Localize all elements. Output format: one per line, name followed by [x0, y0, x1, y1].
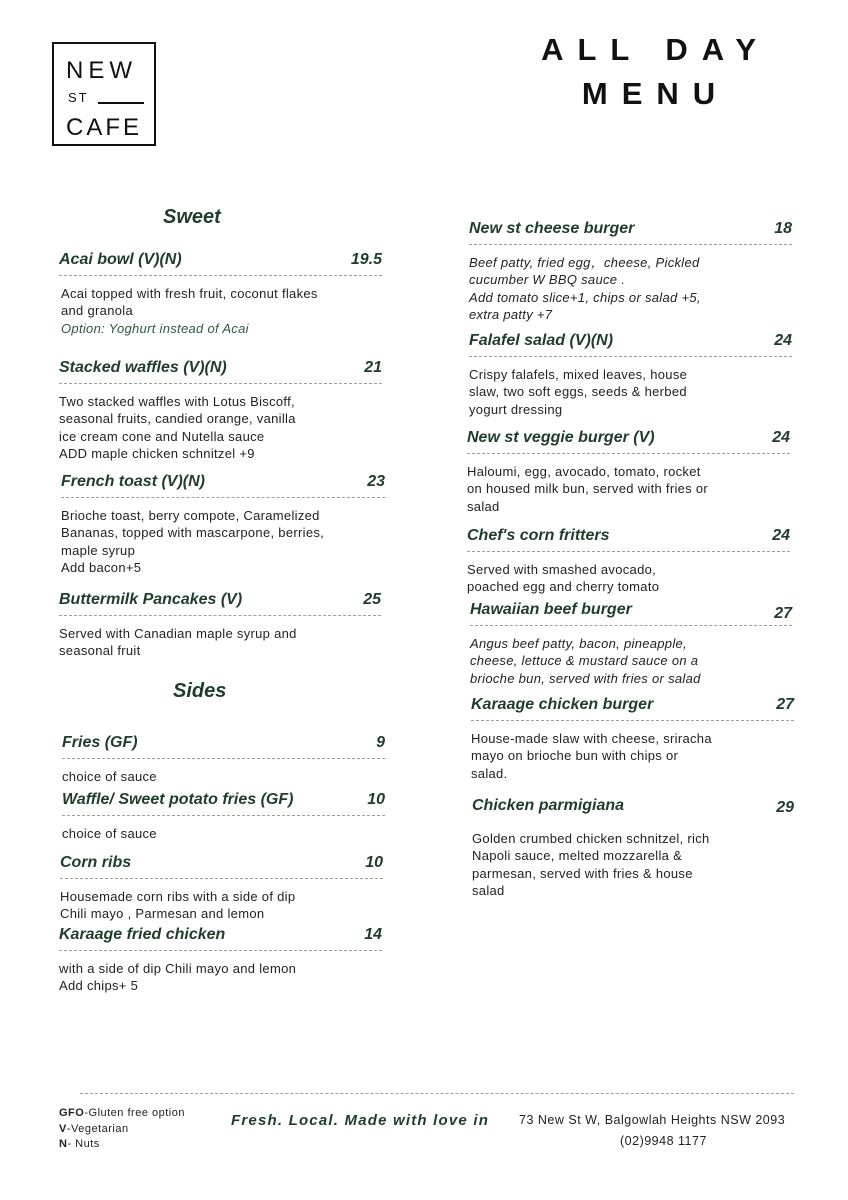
item-name: French toast (V)(N) — [61, 473, 205, 490]
description-line: slaw, two soft eggs, seeds & herbed — [469, 384, 687, 400]
menu-item-corn-ribs — [60, 854, 383, 923]
description-line: Haloumi, egg, avocado, tomato, rocket — [467, 464, 701, 479]
item-description — [472, 830, 794, 900]
menu-item-sweet-potato-fries — [62, 791, 385, 842]
item-description — [471, 730, 794, 782]
item-description — [61, 285, 382, 320]
item-description — [59, 960, 382, 995]
description-line: seasonal fruit — [59, 643, 141, 659]
legend-text: -Gluten free option — [84, 1107, 185, 1119]
description-line: cheese, lettuce & mustard sauce on a — [470, 653, 699, 669]
item-name: Acai bowl (V)(N) — [59, 251, 182, 268]
item-price: 21 — [364, 359, 382, 376]
item-price: 24 — [772, 429, 790, 446]
legend-n — [59, 1137, 185, 1153]
tagline: Fresh. Local. Made with love in — [231, 1112, 490, 1129]
item-divider — [59, 950, 382, 951]
dietary-legend — [59, 1106, 185, 1153]
item-name: Waffle/ Sweet potato fries (GF) — [62, 791, 294, 808]
cafe-logo — [52, 42, 156, 146]
description-line: House-made slaw with cheese, sriracha — [471, 731, 712, 746]
section-sweet: Sweet — [163, 206, 221, 228]
item-price: 19.5 — [350, 251, 382, 268]
menu-item-acai-bowl — [59, 251, 382, 337]
item-name: New st veggie burger (V) — [467, 429, 655, 446]
item-price: 14 — [364, 926, 382, 943]
logo-line-cafe: CAFE — [66, 114, 143, 141]
menu-item-karaage-chicken-burger — [471, 696, 794, 782]
item-description — [62, 825, 385, 842]
legend-code: V — [59, 1122, 67, 1135]
item-name: Falafel salad (V)(N) — [469, 332, 614, 349]
description-line: ice cream cone and Nutella sauce — [59, 428, 265, 444]
description-line: poached egg and cherry tomato — [467, 579, 660, 595]
item-divider — [59, 615, 381, 616]
description-line: Beef patty, fried egg，cheese, Pickled — [469, 255, 700, 270]
item-divider — [61, 497, 385, 498]
menu-item-hawaiian-beef-burger — [470, 601, 792, 687]
item-price: 27 — [774, 605, 792, 622]
description-line: Chili mayo , Parmesan and lemon — [60, 906, 265, 922]
description-line: choice of sauce — [62, 769, 157, 784]
menu-title-line1: ALL DAY — [541, 32, 770, 67]
description-line: and granola — [61, 303, 133, 319]
description-line: Add tomato slice+1, chips or salad +5, — [469, 289, 701, 305]
item-divider — [469, 356, 792, 357]
item-divider — [467, 551, 790, 552]
item-name: Chef's corn fritters — [467, 527, 610, 544]
item-price: 9 — [376, 734, 385, 751]
description-line: on housed milk bun, served with fries or — [467, 481, 709, 497]
item-price: 24 — [774, 332, 792, 349]
menu-item-stacked-waffles — [59, 359, 382, 463]
logo-line-new: NEW — [66, 57, 137, 84]
item-name: Corn ribs — [60, 854, 132, 871]
item-name: Stacked waffles (V)(N) — [59, 359, 227, 376]
description-line: Golden crumbed chicken schnitzel, rich — [472, 831, 710, 846]
footer-divider — [80, 1093, 794, 1094]
description-line: yogurt dressing — [469, 401, 563, 417]
menu-item-corn-fritters — [467, 527, 790, 596]
item-description — [469, 254, 792, 324]
item-price: 10 — [367, 791, 385, 808]
item-option: Option: Yoghurt instead of Acai — [61, 320, 249, 336]
section-sides: Sides — [173, 680, 227, 702]
menu-item-chicken-parmigiana — [472, 797, 794, 900]
item-divider — [470, 625, 792, 626]
description-line: Two stacked waffles with Lotus Biscoff, — [59, 394, 295, 409]
description-line: brioche bun, served with fries or salad — [470, 670, 701, 686]
item-divider — [471, 720, 794, 721]
item-description — [59, 625, 381, 660]
description-line: maple syrup — [61, 542, 136, 558]
item-price: 18 — [774, 220, 792, 237]
menu-title — [541, 28, 770, 116]
item-price: 29 — [776, 799, 794, 816]
description-line: extra patty +7 — [469, 307, 553, 323]
item-divider — [60, 878, 383, 879]
description-line: Angus beef patty, bacon, pineapple, — [470, 636, 687, 651]
menu-item-falafel-salad — [469, 332, 792, 418]
description-line: Add bacon+5 — [61, 560, 142, 576]
item-price: 27 — [776, 696, 794, 713]
description-line: mayo on brioche bun with chips or — [471, 748, 679, 764]
description-line: Served with Canadian maple syrup and — [59, 626, 297, 641]
description-line: Brioche toast, berry compote, Caramelized — [61, 508, 320, 523]
item-name: Hawaiian beef burger — [470, 601, 632, 618]
description-line: salad. — [471, 765, 508, 781]
menu-item-fries — [62, 734, 385, 785]
item-name: Karaage fried chicken — [59, 926, 226, 943]
description-line: ADD maple chicken schnitzel +9 — [59, 446, 255, 462]
item-description — [470, 635, 792, 687]
logo-line-st: ST — [68, 90, 89, 105]
description-line: Housemade corn ribs with a side of dip — [60, 889, 296, 904]
menu-item-veggie-burger — [467, 429, 790, 515]
menu-title-line2: MENU — [581, 76, 730, 111]
item-divider — [59, 275, 382, 276]
menu-item-buttermilk-pancakes — [59, 591, 381, 660]
description-line: Served with smashed avocado, — [467, 562, 657, 577]
description-line: Napoli sauce, melted mozzarella & — [472, 848, 683, 864]
menu-item-french-toast — [61, 473, 385, 577]
item-description — [60, 888, 383, 923]
item-name: Chicken parmigiana — [472, 797, 625, 814]
item-divider — [62, 758, 385, 759]
description-line: cucumber W BBQ sauce . — [469, 272, 626, 288]
description-line: salad — [467, 498, 500, 514]
legend-code: N — [59, 1138, 68, 1150]
item-name: New st cheese burger — [469, 220, 635, 237]
item-description — [467, 463, 790, 515]
item-price: 10 — [365, 854, 383, 871]
item-description — [61, 507, 385, 577]
description-line: Add chips+ 5 — [59, 978, 139, 994]
description-line: Acai topped with fresh fruit, coconut flakes — [61, 286, 318, 301]
address: 73 New St W, Balgowlah Heights NSW 2093 — [519, 1113, 786, 1127]
item-description — [469, 366, 792, 418]
item-price: 23 — [367, 473, 385, 490]
item-divider — [62, 815, 385, 816]
item-divider — [59, 383, 382, 384]
item-description — [467, 561, 790, 596]
description-line: with a side of dip Chili mayo and lemon — [59, 961, 297, 976]
description-line: Crispy falafels, mixed leaves, house — [469, 367, 688, 382]
item-description — [59, 393, 382, 463]
legend-v — [59, 1122, 185, 1138]
description-line: salad — [472, 883, 505, 899]
menu-item-cheese-burger — [469, 220, 792, 324]
legend-gfo — [59, 1106, 185, 1122]
description-line: Bananas, topped with mascarpone, berries, — [61, 525, 325, 541]
menu-item-karaage-fried-chicken — [59, 926, 382, 995]
item-description — [62, 768, 385, 785]
item-name: Fries (GF) — [62, 734, 138, 751]
item-name: Buttermilk Pancakes (V) — [59, 591, 243, 608]
item-name: Karaage chicken burger — [471, 696, 654, 713]
legend-text: -Vegetarian — [66, 1122, 129, 1135]
item-divider — [467, 453, 790, 454]
item-divider — [469, 244, 792, 245]
description-line: parmesan, served with fries & house — [472, 865, 693, 881]
item-price: 24 — [772, 527, 790, 544]
legend-code: GFO — [59, 1107, 85, 1119]
legend-text: - Nuts — [67, 1138, 100, 1150]
logo-rule — [98, 102, 144, 104]
item-price: 25 — [363, 591, 381, 608]
description-line: choice of sauce — [62, 826, 157, 841]
description-line: seasonal fruits, candied orange, vanilla — [59, 411, 296, 427]
phone-number: (02)9948 1177 — [620, 1134, 707, 1148]
